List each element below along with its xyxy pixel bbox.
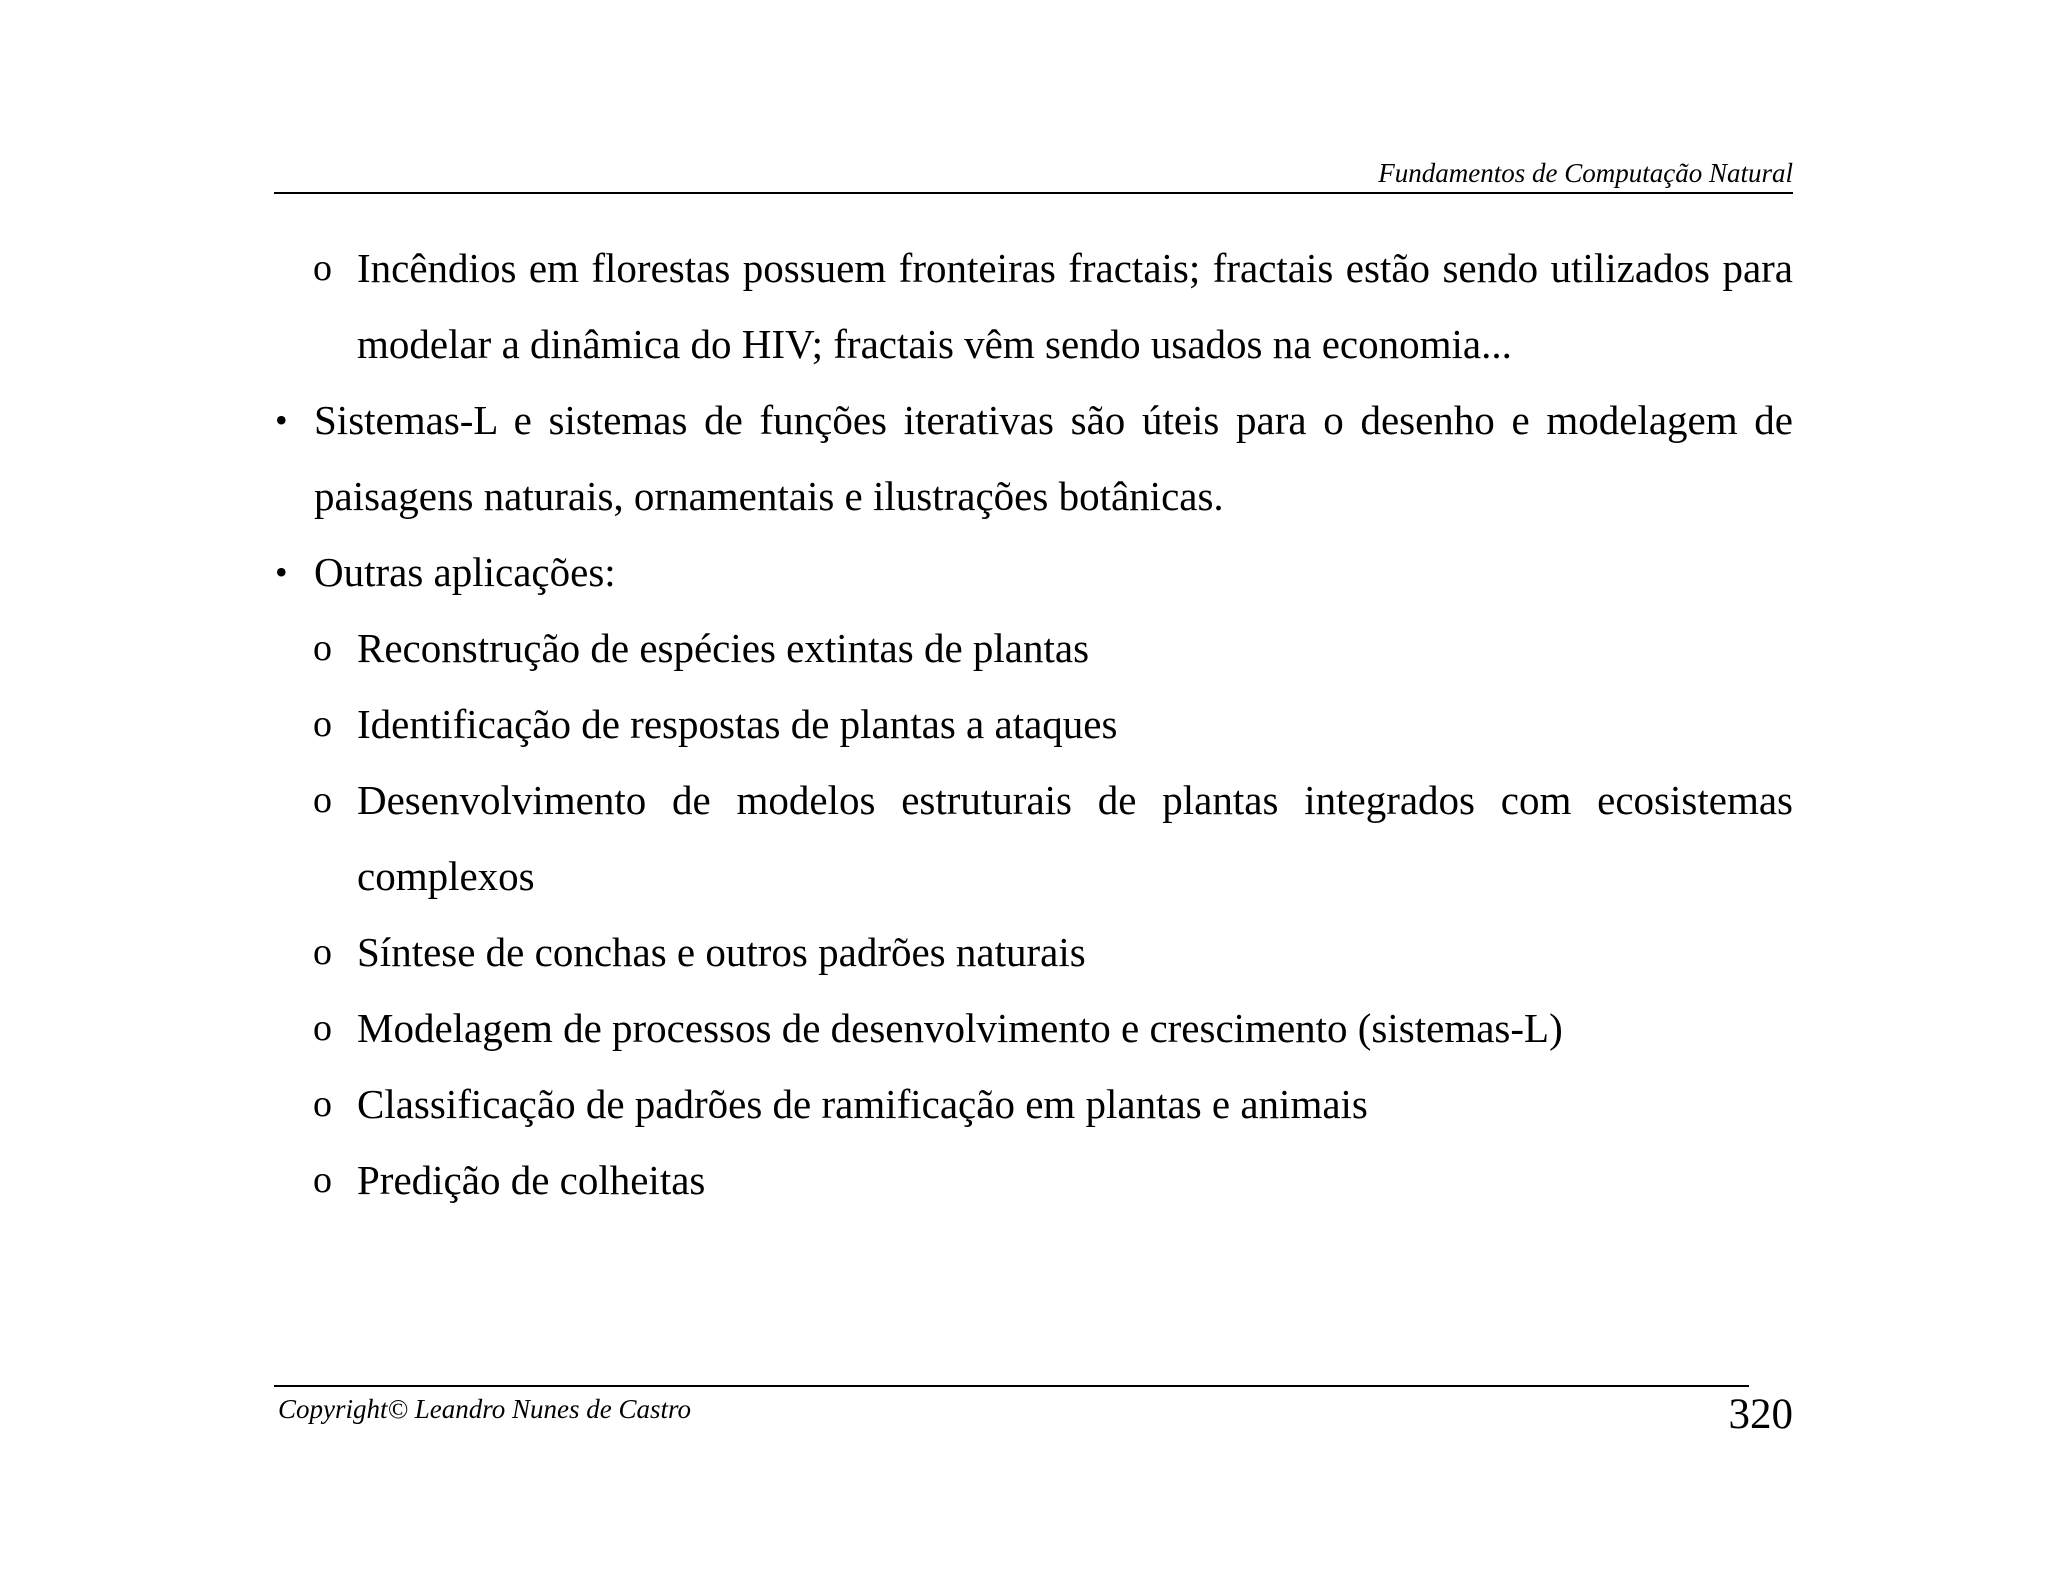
footer-copyright: Copyright© Leandro Nunes de Castro [278, 1394, 692, 1424]
hollow-bullet-icon: o [313, 703, 332, 745]
bullet-icon: • [275, 552, 288, 592]
list-item-text: Desenvolvimento de modelos estruturais de plantas integrados com ecosistemas complexos [357, 777, 1793, 899]
page-number: 320 [1728, 1391, 1793, 1438]
list-item-text: Predição de colheitas [357, 1157, 706, 1203]
hollow-bullet-icon: o [313, 931, 332, 973]
hollow-bullet-icon: o [313, 247, 332, 289]
list-item-text: Classificação de padrões de ramificação em plantas e animais [357, 1081, 1368, 1127]
list-item [274, 382, 1793, 534]
bullet-icon: • [275, 400, 288, 440]
running-header-title: Fundamentos de Computação Natural [1378, 158, 1793, 188]
header-rule [274, 192, 1793, 194]
hollow-bullet-icon: o [313, 1159, 332, 1201]
list-item-text: Reconstrução de espécies extintas de plantas [357, 625, 1090, 671]
list-item [274, 230, 1793, 382]
hollow-bullet-icon: o [313, 1007, 332, 1049]
list-item [274, 762, 1793, 914]
list-item-text: Modelagem de processos de desenvolvimento e crescimento (sistemas-L) [357, 1005, 1563, 1051]
list-item [274, 534, 1793, 610]
list-item-text: Identificação de respostas de plantas a ataques [357, 701, 1118, 747]
list-item-text: Incêndios em florestas possuem fronteiras fractais; fractais estão sendo utilizados para modelar a dinâmica do HIV; fractais vêm sendo usados na economia... [357, 245, 1793, 367]
hollow-bullet-icon: o [313, 627, 332, 669]
list-item [274, 610, 1793, 686]
list-item [274, 686, 1793, 762]
hollow-bullet-icon: o [313, 779, 332, 821]
list-item [274, 1142, 1793, 1218]
list-item [274, 1066, 1793, 1142]
footer-rule [274, 1385, 1749, 1387]
hollow-bullet-icon: o [313, 1083, 332, 1125]
list-item [274, 990, 1793, 1066]
list-item [274, 914, 1793, 990]
list-item-text: Síntese de conchas e outros padrões naturais [357, 929, 1086, 975]
list-item-text: Sistemas-L e sistemas de funções iterativas são úteis para o desenho e modelagem de paisagens naturais, ornamentais e ilustrações botânicas. [314, 397, 1793, 519]
list-item-text: Outras aplicações: [314, 549, 616, 595]
content-list [274, 230, 1793, 1218]
